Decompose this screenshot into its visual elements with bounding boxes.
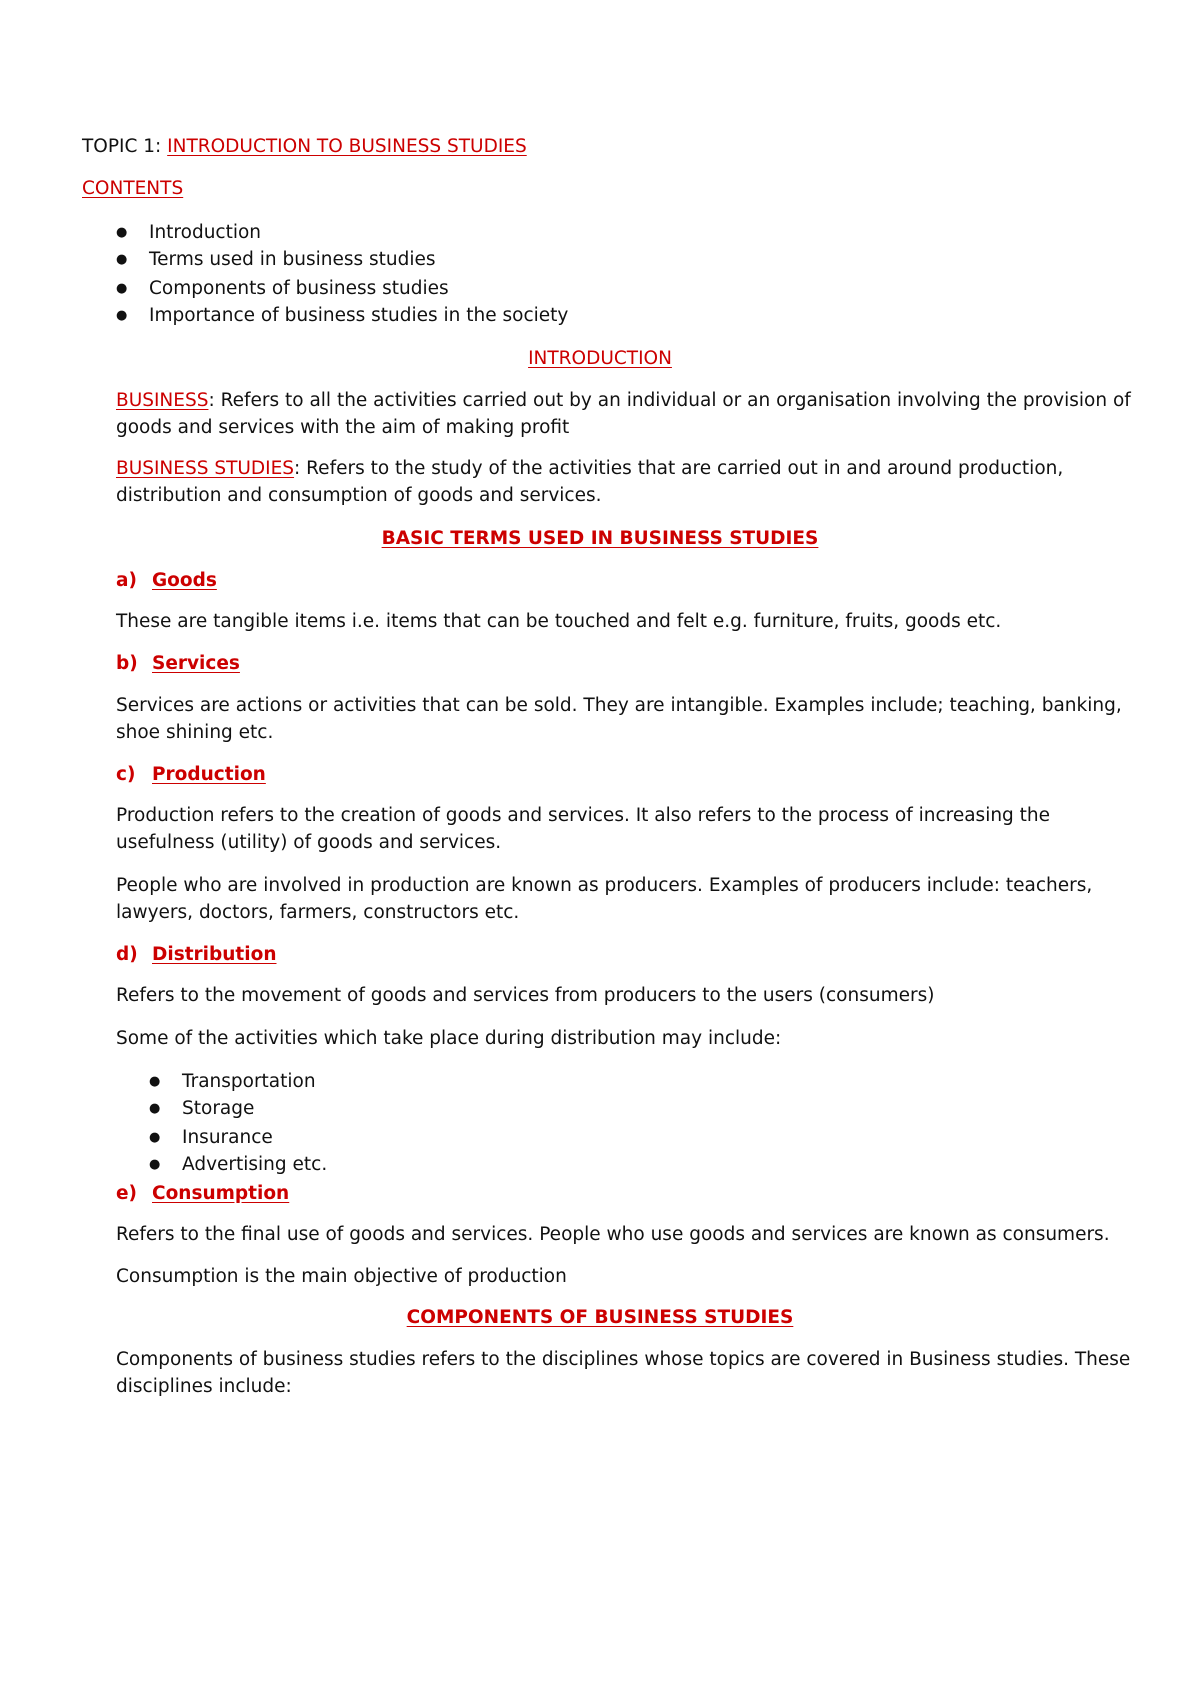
- production-heading: [116, 764, 266, 786]
- business-term: BUSINESS: [116, 390, 209, 411]
- components-heading: COMPONENTS OF BUSINESS STUDIES: [406, 1307, 794, 1328]
- bullet-icon: ●: [116, 252, 128, 267]
- services-heading: [116, 653, 240, 675]
- distribution-item: Transportation: [182, 1071, 316, 1092]
- contents-item: Terms used in business studies: [149, 249, 436, 270]
- distribution-activities-intro: Some of the activities which take place during distribution may include:: [116, 1028, 782, 1049]
- components-text-cont: disciplines include:: [116, 1376, 292, 1397]
- business-definition-text: : Refers to all the activities carried out by an individual or an organisation involving the provision of: [208, 390, 1131, 411]
- contents-item: Components of business studies: [149, 278, 449, 299]
- contents-item: Introduction: [149, 222, 262, 243]
- distribution-item: Advertising etc.: [182, 1154, 328, 1175]
- distribution-label: d): [116, 944, 138, 965]
- services-title: Services: [152, 653, 240, 674]
- contents-heading: CONTENTS: [82, 178, 184, 199]
- consumption-heading: [116, 1183, 289, 1205]
- goods-heading: [116, 570, 217, 592]
- business-studies-term: BUSINESS STUDIES: [116, 458, 295, 479]
- production-text: Production refers to the creation of goods and services. It also refers to the process of increasing the: [116, 805, 1051, 826]
- bullet-icon: ●: [149, 1074, 161, 1089]
- distribution-text: Refers to the movement of goods and services from producers to the users (consumers): [116, 985, 935, 1006]
- goods-text: These are tangible items i.e. items that can be touched and felt e.g. furniture, fruits, goods etc.: [116, 611, 1002, 632]
- business-definition-cont: goods and services with the aim of making profit: [116, 417, 570, 438]
- distribution-title: Distribution: [152, 944, 277, 965]
- services-text-cont: shoe shining etc.: [116, 722, 274, 743]
- bullet-icon: ●: [149, 1130, 161, 1145]
- services-label: b): [116, 653, 138, 674]
- goods-label: a): [116, 570, 137, 591]
- production-title: Production: [152, 764, 266, 785]
- contents-item: Importance of business studies in the society: [149, 305, 569, 326]
- bullet-icon: ●: [116, 308, 128, 323]
- components-text: Components of business studies refers to the disciplines whose topics are covered in Business studies. These: [116, 1349, 1131, 1370]
- topic-prefix: TOPIC 1:: [82, 136, 162, 157]
- business-definition: [116, 390, 1131, 412]
- bullet-icon: ●: [149, 1157, 161, 1172]
- producers-text-cont: lawyers, doctors, farmers, constructors etc.: [116, 902, 520, 923]
- business-studies-definition-text: : Refers to the study of the activities that are carried out in and around production,: [294, 458, 1064, 479]
- goods-title: Goods: [152, 570, 217, 591]
- consumption-text: Refers to the final use of goods and services. People who use goods and services are known as consumers.: [116, 1224, 1110, 1245]
- consumption-objective: Consumption is the main objective of production: [116, 1266, 567, 1287]
- bullet-icon: ●: [116, 225, 128, 240]
- bullet-icon: ●: [149, 1101, 161, 1116]
- bullet-icon: ●: [116, 281, 128, 296]
- topic-heading: INTRODUCTION TO BUSINESS STUDIES: [167, 136, 527, 157]
- producers-text: People who are involved in production are known as producers. Examples of producers include: teachers,: [116, 875, 1093, 896]
- business-studies-definition: [116, 458, 1063, 480]
- distribution-item: Storage: [182, 1098, 255, 1119]
- services-text: Services are actions or activities that can be sold. They are intangible. Examples include; teaching, banking,: [116, 695, 1122, 716]
- production-text-cont: usefulness (utility) of goods and services.: [116, 832, 502, 853]
- distribution-item: Insurance: [182, 1127, 273, 1148]
- introduction-heading: INTRODUCTION: [528, 348, 672, 369]
- distribution-heading: [116, 944, 277, 966]
- topic-title: [82, 136, 527, 158]
- basic-terms-heading: BASIC TERMS USED IN BUSINESS STUDIES: [381, 528, 819, 549]
- production-label: c): [116, 764, 136, 785]
- consumption-label: e): [116, 1183, 138, 1204]
- business-studies-definition-cont: distribution and consumption of goods and services.: [116, 485, 602, 506]
- consumption-title: Consumption: [152, 1183, 290, 1204]
